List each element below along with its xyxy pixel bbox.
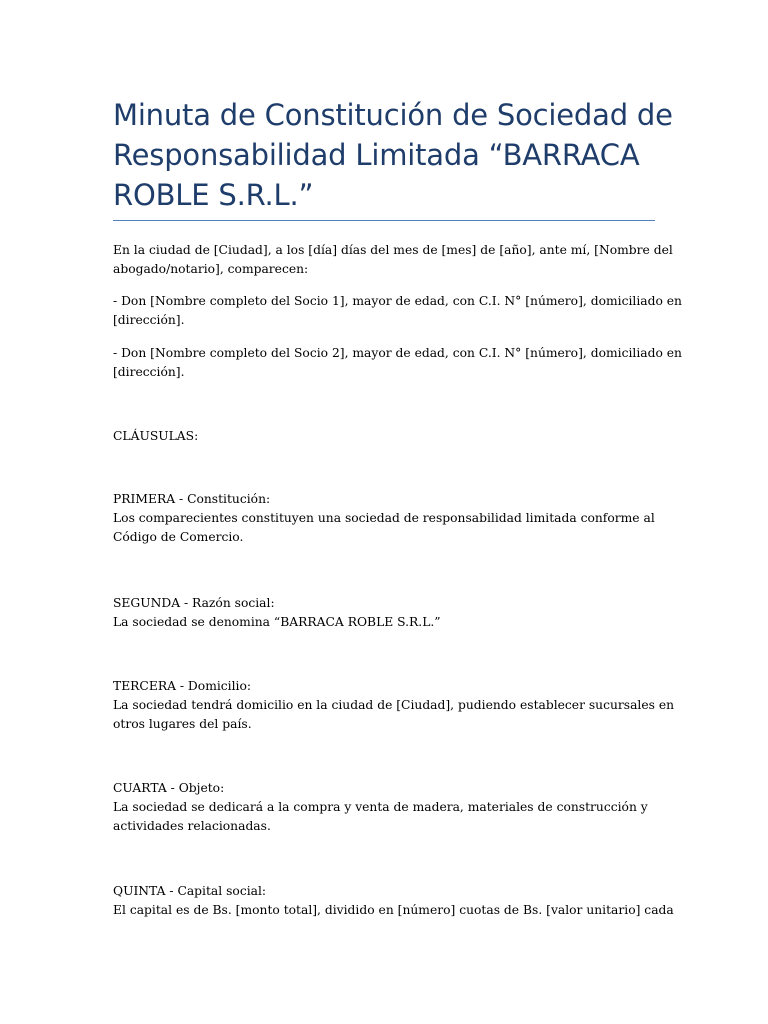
clausula-line: La sociedad tendrá domicilio en la ciudad de [Ciudad], pudiendo establecer sucursales en (113, 698, 675, 712)
clausula-line: otros lugares del país. (113, 717, 252, 731)
clausula-heading: SEGUNDA - Razón social: (113, 596, 275, 610)
clausula-heading: QUINTA - Capital social: (113, 884, 267, 898)
clausula-segunda (113, 594, 645, 632)
clausula-tercera (113, 677, 675, 734)
intro-line: En la ciudad de [Ciudad], a los [día] días del mes de [mes] de [año], ante mí, [Nombre del (113, 243, 673, 257)
document-title (113, 95, 673, 215)
socio-1-line: - Don [Nombre completo del Socio 1], mayor de edad, con C.I. N° [número], domiciliado en (113, 294, 682, 308)
title-divider (113, 220, 655, 221)
intro-paragraph (113, 241, 673, 279)
socio-1-paragraph (113, 292, 682, 330)
document-page (113, 0, 682, 1024)
socio-2-paragraph (113, 344, 682, 382)
clausula-cuarta (113, 779, 648, 836)
clausula-line: Código de Comercio. (113, 530, 244, 544)
intro-line: abogado/notario], comparecen: (113, 262, 309, 276)
clausula-heading: PRIMERA - Constitución: (113, 492, 271, 506)
clausulas-heading (113, 427, 645, 446)
clausula-line: El capital es de Bs. [monto total], dividido en [número] cuotas de Bs. [valor unitario] cada (113, 903, 674, 917)
clausula-quinta (113, 882, 674, 920)
title-line: ROBLE S.R.L.” (113, 178, 314, 212)
clausula-line: actividades relacionadas. (113, 819, 271, 833)
clausula-line: La sociedad se dedicará a la compra y venta de madera, materiales de construcción y (113, 800, 648, 814)
clausula-line: La sociedad se denomina “BARRACA ROBLE S.R.L.” (113, 615, 441, 629)
clausulas-heading-text: CLÁUSULAS: (113, 429, 199, 443)
clausula-line: Los comparecientes constituyen una sociedad de responsabilidad limitada conforme al (113, 511, 655, 525)
clausula-heading: TERCERA - Domicilio: (113, 679, 252, 693)
clausula-heading: CUARTA - Objeto: (113, 781, 225, 795)
socio-2-line: [dirección]. (113, 365, 185, 379)
clausula-primera (113, 490, 655, 547)
title-line: Responsabilidad Limitada “BARRACA (113, 138, 640, 172)
title-line: Minuta de Constitución de Sociedad de (113, 98, 673, 132)
socio-1-line: [dirección]. (113, 313, 185, 327)
socio-2-line: - Don [Nombre completo del Socio 2], mayor de edad, con C.I. N° [número], domiciliado en (113, 346, 682, 360)
